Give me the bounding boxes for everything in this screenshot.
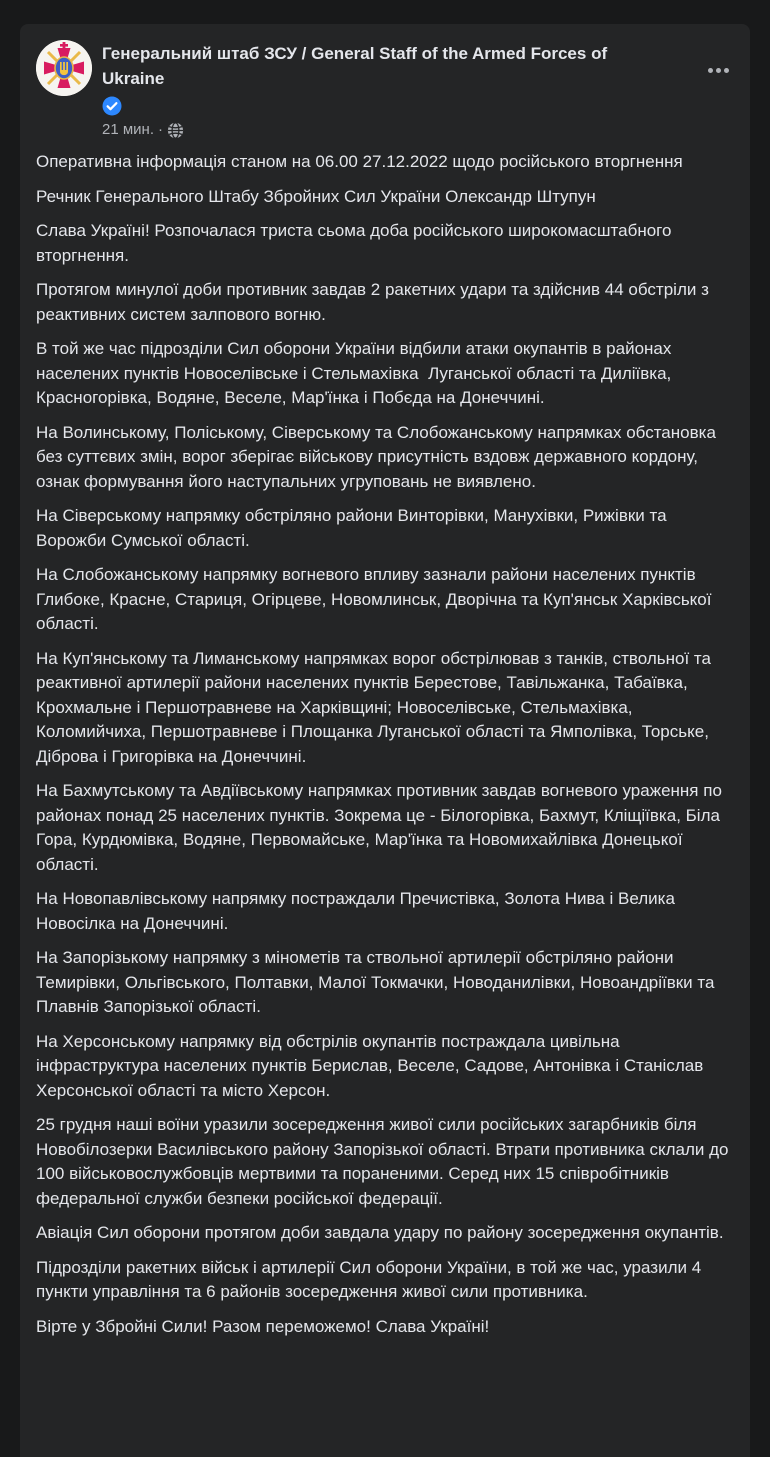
more-options-button[interactable] — [700, 52, 736, 88]
post-paragraph: Авіація Сил оборони протягом доби завдала удару по району зосередження окупантів. — [36, 1223, 724, 1242]
dot-icon — [708, 68, 713, 73]
post-paragraph: Підрозділи ракетних військ і артилерії Сил оборони України, в той же час, уразили 4 пункти управління та 6 районів зосередження живої сили противника. — [36, 1257, 706, 1301]
post-paragraph: На Волинському, Поліському, Сіверському та Слобожанському напрямках обстановка без суттєвих змін, ворог зберігає військову присутність вздовж державного кордону, ознак формування його наступальних угруповань не виявлено. — [36, 422, 721, 491]
globe-icon — [167, 122, 184, 139]
post-paragraph: На Сіверському напрямку обстріляно райони Винторівки, Манухівки, Рижівки та Ворожби Сумської області. — [36, 506, 672, 550]
post-paragraph: Оперативна інформація станом на 06.00 27.12.2022 щодо російського вторгнення — [36, 152, 683, 171]
post-meta — [102, 120, 662, 140]
post-card — [20, 24, 750, 1457]
post-paragraph: Протягом минулої доби противник завдав 2 ракетних удари та здійснив 44 обстріли з реактивних систем залпового вогню. — [36, 280, 714, 324]
post-body — [20, 150, 750, 1357]
post-paragraph: На Херсонському напрямку від обстрілів окупантів постраждала цивільна інфраструктура населених пунктів Берислав, Веселе, Садове, Антонівка і Станіслав Херсонської області та місто Херсон. — [36, 1031, 708, 1100]
post-paragraph: На Новопавлівському напрямку постраждали Пречистівка, Золота Нива і Велика Новосілка на Донеччині. — [36, 889, 680, 933]
dot-icon — [724, 68, 729, 73]
page-name-link[interactable]: Генеральний штаб ЗСУ / General Staff of the Armed Forces of Ukraine — [102, 44, 608, 88]
post-paragraph: Вірте у Збройні Сили! Разом переможемо! Слава Україні! — [36, 1316, 490, 1336]
timestamp-link[interactable]: 21 мин. — [102, 121, 154, 138]
post-paragraph: Речник Генерального Штабу Збройних Сил України Олександр Штупун — [36, 186, 596, 206]
post-header — [20, 24, 750, 140]
post-paragraph: На Слобожанському напрямку вогневого впливу зазнали райони населених пунктів Глибоке, Красне, Стариця, Огірцеве, Новомлинськ, Дворічна та Куп'янськ Харківської області. — [36, 565, 717, 633]
page-avatar[interactable] — [36, 40, 92, 96]
meta-separator: · — [158, 121, 163, 138]
dot-icon — [716, 68, 721, 73]
post-paragraph: На Бахмутському та Авдіївському напрямках противник завдав вогневого ураження по районах понад 25 населених пунктів. Зокрема це - Білогорівка, Бахмут, Кліщіївка, Біла Гора, Курдюмівка, Водяне, Первомайське, Мар'їнка та Новомихайлівка Донецької області. — [36, 781, 727, 874]
header-info — [102, 40, 662, 140]
post-paragraph: На Куп'янському та Лиманському напрямках ворог обстрілював з танків, ствольної та реактивної артилерії райони населених пунктів Берестове, Тавільжанка, Табаївка, Крохмальне і Першотравневе на Харківщині; Новоселівське, Стельмахівка, Коломийчиха, Першотравневе і Площанка Луганської області та Ямполівка, Торське, Діброва і Григорівка на Донеччині. — [36, 648, 716, 766]
post-paragraph: В той же час підрозділи Сил оборони України відбили атаки окупантів в районах населених пунктів Новоселівське і Стельмахівка Луганської області та Диліївка, Красногорівка, Водяне, Веселе, Мар'їнка і Побєда на Донеччині. — [36, 339, 677, 407]
post-paragraph: На Запорізькому напрямку з мінометів та ствольної артилерії обстріляно райони Темирівки, Ольгівського, Полтавки, Малої Токмачки, Новоданилівки, Новоандріївки та Плавнів Запорізької області. — [36, 948, 720, 1016]
post-paragraph: 25 грудня наші воїни уразили зосередження живої сили російських загарбників біля Новобілозерки Василівського району Запорізької області. Втрати противника склали до 100 військовослужбовців мертвими та пораненими. Серед них 15 співробітників федеральної служби безпеки російської федерації. — [36, 1115, 734, 1208]
verified-badge-icon — [102, 96, 662, 116]
post-paragraph: Слава Україні! Розпочалася триста сьома доба російського широкомасштабного вторгнення. — [36, 221, 677, 265]
general-staff-emblem-icon — [36, 40, 92, 96]
